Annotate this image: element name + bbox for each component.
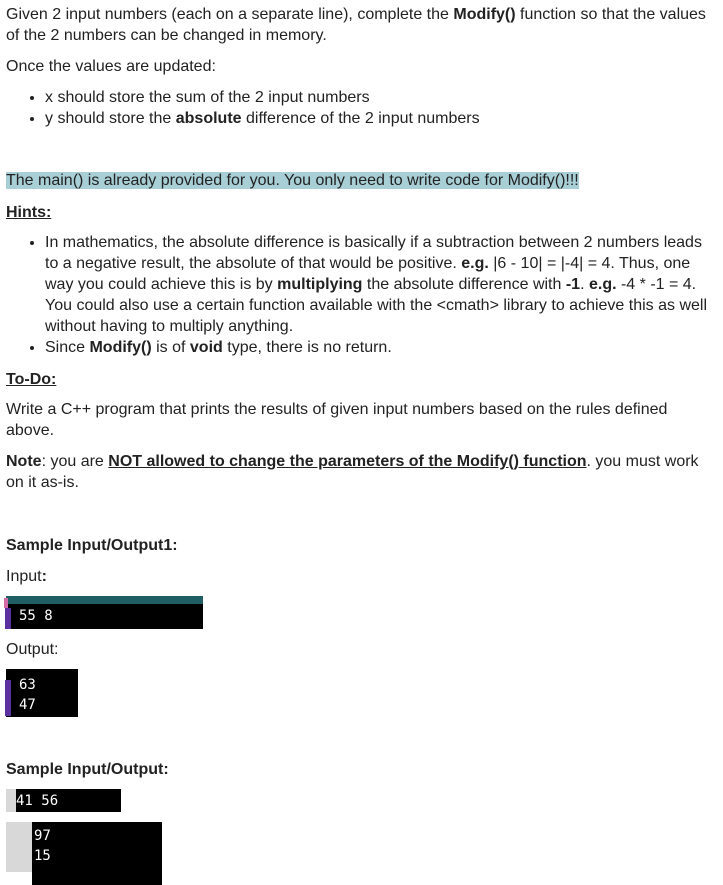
main-provided-banner: The main() is already provided for you. You only need to write code for Modify()!!! xyxy=(6,172,579,189)
decorative-edge xyxy=(6,822,32,872)
note-emphasis: NOT allowed to change the parameters of the Modify() function xyxy=(108,453,587,470)
absolute-word: absolute xyxy=(175,110,242,127)
list-item: • y should store the absolute difference of the 2 input numbers xyxy=(45,108,717,129)
decorative-edge xyxy=(5,608,11,629)
decorative-edge xyxy=(6,789,16,812)
sample1-output-terminal xyxy=(6,669,78,717)
requirements-list xyxy=(6,87,717,129)
output-line: 97 xyxy=(34,828,51,844)
hints-heading: Hints: xyxy=(6,204,52,221)
sample1-input-label: Input: xyxy=(6,568,47,585)
sample1-input-terminal xyxy=(6,604,203,629)
terminal-titlebar xyxy=(6,596,203,604)
updated-paragraph: Once the values are updated: xyxy=(6,58,216,75)
todo-text: Write a C++ program that prints the results of given input numbers based on the rules defined above. xyxy=(6,401,668,439)
output-line: 63 xyxy=(19,677,36,693)
modify-function-name: Modify() xyxy=(453,6,516,23)
sample1-title: Sample Input/Output1: xyxy=(6,537,178,554)
intro-text-end: function so that the values of the 2 numbers can be changed in memory. xyxy=(6,6,706,44)
intro-text: Given 2 input numbers (each on a separate line), complete the xyxy=(6,6,454,23)
output-line: 15 xyxy=(34,848,51,864)
hints-list xyxy=(6,232,717,358)
note-label: Note xyxy=(6,453,42,470)
sample1-output-label: Output: xyxy=(6,641,59,658)
list-item: • x should store the sum of the 2 input numbers xyxy=(45,87,717,108)
list-item: • Since Modify() is of void type, there is no return. xyxy=(45,337,717,358)
todo-heading: To-Do: xyxy=(6,371,57,388)
note-paragraph: Note: you are NOT allowed to change the parameters of the Modify() function. you must work on it as-is. xyxy=(6,453,699,491)
sample2-input-terminal xyxy=(16,789,121,812)
sample2-output-terminal xyxy=(32,822,162,885)
decorative-edge xyxy=(4,598,8,608)
sample2-title: Sample Input/Output: xyxy=(6,761,169,778)
sample1-input-line: 55 8 xyxy=(19,608,53,624)
intro-paragraph xyxy=(6,4,717,46)
output-line: 47 xyxy=(19,697,36,713)
list-item: • In mathematics, the absolute difference is basically if a subtraction between 2 numbers leads to a negative result, the absolute of that would be positive. e.g. |6 - 10| = |-4| = 4. Thus, one way you could achieve this is by multiplying the absolute difference with -1. e.g. -4 * -1 = 4. You could also use a certain function available with the <cmath> library to achieve this as well without having to multiply anything. xyxy=(45,232,717,337)
decorative-edge xyxy=(5,680,11,716)
sample2-input-line: 41 56 xyxy=(16,793,59,809)
